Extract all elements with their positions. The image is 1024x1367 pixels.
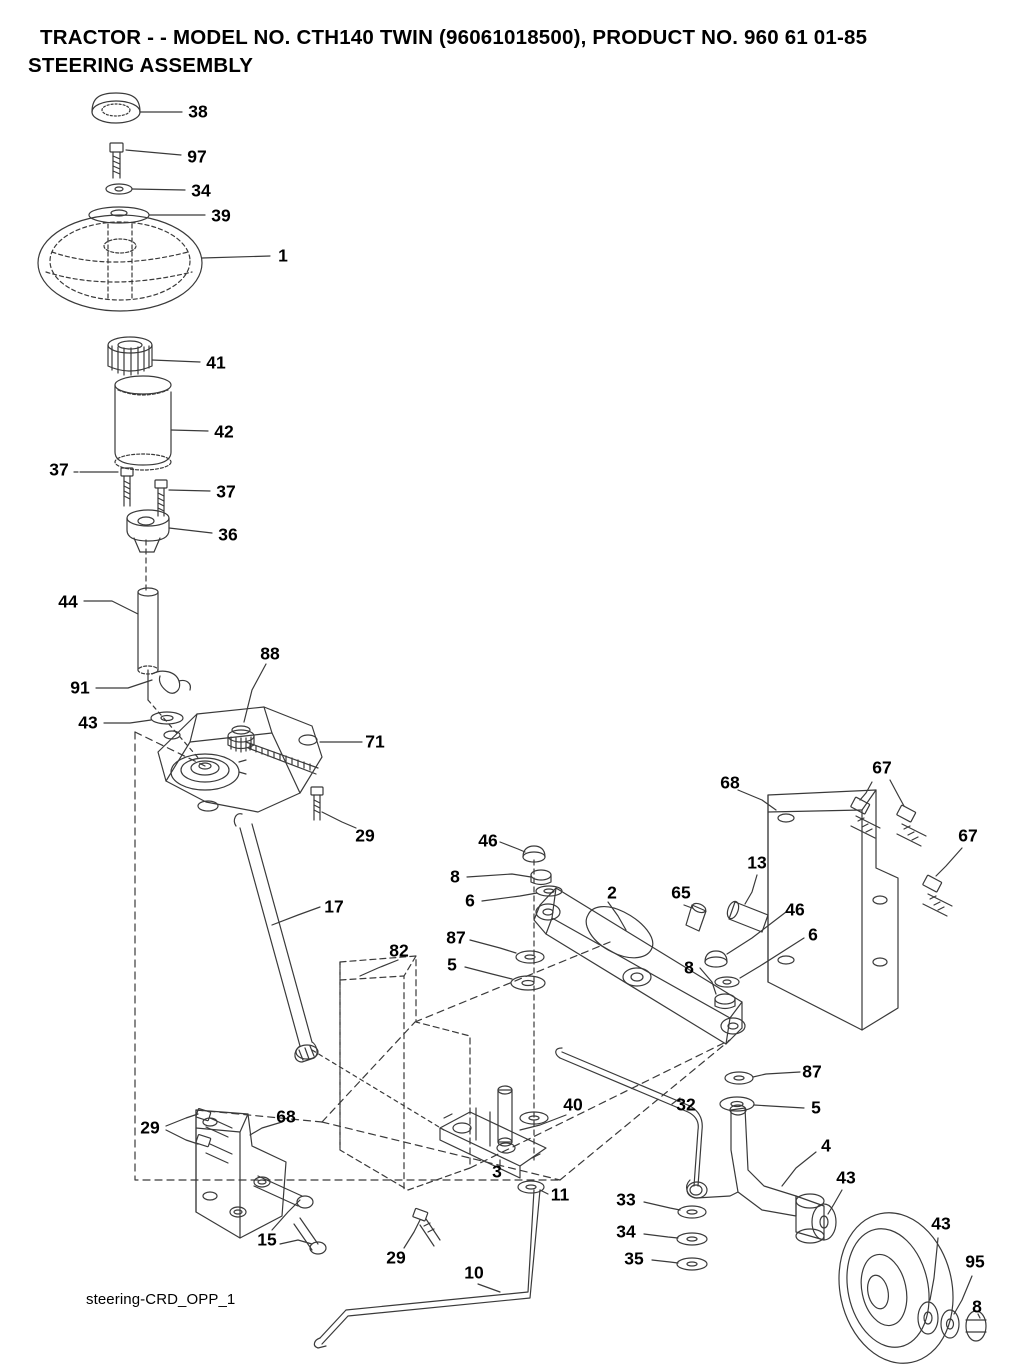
callout-34-top: 34 bbox=[191, 180, 211, 201]
callout-43-hub: 43 bbox=[836, 1167, 856, 1188]
part-67-bolt-b bbox=[897, 805, 926, 846]
part-43-washer-shaft bbox=[151, 712, 183, 724]
callout-38: 38 bbox=[188, 101, 208, 122]
callout-40: 40 bbox=[563, 1094, 583, 1115]
part-87-washer-left bbox=[516, 951, 544, 963]
part-1-steering-wheel bbox=[38, 215, 202, 311]
part-46-cap-right bbox=[705, 951, 727, 967]
part-2-front-axle bbox=[534, 888, 745, 1044]
part-43-washer-outer bbox=[918, 1302, 938, 1334]
part-41-adapter bbox=[108, 337, 152, 375]
part-71-gear-housing bbox=[158, 707, 322, 812]
part-34-washer-top bbox=[106, 184, 132, 194]
callout-33: 33 bbox=[616, 1189, 636, 1210]
callout-5-left: 5 bbox=[447, 954, 457, 975]
part-65-pin bbox=[686, 902, 707, 931]
callout-46-left: 46 bbox=[478, 830, 498, 851]
callout-71: 71 bbox=[365, 731, 385, 752]
callout-67-top: 67 bbox=[872, 757, 892, 778]
part-95-washer bbox=[941, 1310, 959, 1338]
callout-39: 39 bbox=[211, 205, 231, 226]
part-35-washer-lowest bbox=[677, 1258, 707, 1270]
part-37-screw-left bbox=[121, 468, 133, 506]
callout-8-left: 8 bbox=[450, 866, 460, 887]
callout-11: 11 bbox=[550, 1184, 570, 1205]
part-36-bushing bbox=[127, 510, 169, 552]
callout-46-right: 46 bbox=[785, 899, 805, 920]
callout-95: 95 bbox=[965, 1251, 985, 1272]
callout-3: 3 bbox=[492, 1161, 502, 1182]
callout-29-bottom: 29 bbox=[386, 1247, 406, 1268]
callout-2: 2 bbox=[607, 882, 617, 903]
part-29-screw-gearbox bbox=[311, 787, 323, 820]
diagram-title-assembly: STEERING ASSEMBLY bbox=[28, 54, 254, 77]
callout-97: 97 bbox=[187, 146, 207, 167]
part-82-bracket-left bbox=[340, 956, 470, 1190]
part-5-washer-left bbox=[511, 976, 545, 990]
callout-68-left: 68 bbox=[276, 1106, 296, 1127]
callout-6-left: 6 bbox=[465, 890, 475, 911]
callout-91: 91 bbox=[70, 677, 90, 698]
callout-1: 1 bbox=[278, 245, 288, 266]
callout-8-outer: 8 bbox=[972, 1296, 982, 1317]
callout-87-right: 87 bbox=[802, 1061, 822, 1082]
callout-87-left: 87 bbox=[446, 927, 466, 948]
callout-37-right: 37 bbox=[216, 481, 236, 502]
callout-67-lower: 67 bbox=[958, 825, 978, 846]
part-4-spindle-right bbox=[687, 1105, 824, 1243]
callout-44: 44 bbox=[58, 591, 78, 612]
part-97-bolt bbox=[110, 143, 123, 178]
callout-8-right: 8 bbox=[684, 957, 694, 978]
callout-29-left: 29 bbox=[140, 1117, 160, 1138]
callout-5-right: 5 bbox=[811, 1097, 821, 1118]
part-67-bolt-c bbox=[923, 875, 952, 916]
drawing-code-label: steering-CRD_OPP_1 bbox=[86, 1291, 236, 1308]
callout-15: 15 bbox=[257, 1229, 277, 1250]
part-33-washer bbox=[678, 1206, 706, 1218]
callout-34-lower: 34 bbox=[616, 1221, 636, 1242]
callout-82: 82 bbox=[389, 940, 409, 961]
callout-6-right: 6 bbox=[808, 924, 818, 945]
part-42-column-cover bbox=[115, 376, 171, 470]
callout-29-gearbox: 29 bbox=[355, 825, 375, 846]
part-32-tie-rod bbox=[556, 1048, 703, 1195]
callout-35: 35 bbox=[624, 1248, 644, 1269]
callout-43-outer: 43 bbox=[931, 1213, 951, 1234]
part-13-spacer bbox=[725, 900, 768, 932]
callout-4: 4 bbox=[821, 1135, 831, 1156]
part-17-drag-link bbox=[234, 814, 318, 1062]
callout-10: 10 bbox=[464, 1262, 484, 1283]
callout-17: 17 bbox=[324, 896, 344, 917]
part-6-washer-left bbox=[536, 886, 562, 896]
callout-43-shaft: 43 bbox=[78, 712, 98, 733]
callout-36: 36 bbox=[218, 524, 238, 545]
callout-65: 65 bbox=[671, 882, 691, 903]
part-34-washer-lower bbox=[677, 1233, 707, 1245]
part-6-washer-right bbox=[715, 977, 739, 987]
callout-41: 41 bbox=[206, 352, 226, 373]
callout-88: 88 bbox=[260, 643, 280, 664]
part-29-screws-left bbox=[196, 1108, 232, 1163]
callout-32: 32 bbox=[676, 1094, 696, 1115]
part-40-pivot-bolt bbox=[498, 1086, 512, 1146]
part-87-washer-right bbox=[725, 1072, 753, 1084]
part-38-cap bbox=[92, 93, 140, 123]
assembly-guide-lines bbox=[135, 732, 730, 1180]
callout-13: 13 bbox=[747, 852, 767, 873]
callout-68-right: 68 bbox=[720, 772, 740, 793]
callout-37-left: 37 bbox=[49, 459, 69, 480]
diagram-title-model: TRACTOR - - MODEL NO. CTH140 TWIN (96061018500), PRODUCT NO. 960 61 01-85 bbox=[40, 26, 868, 49]
part-91-spring-clip bbox=[152, 671, 190, 693]
callout-42: 42 bbox=[214, 421, 234, 442]
